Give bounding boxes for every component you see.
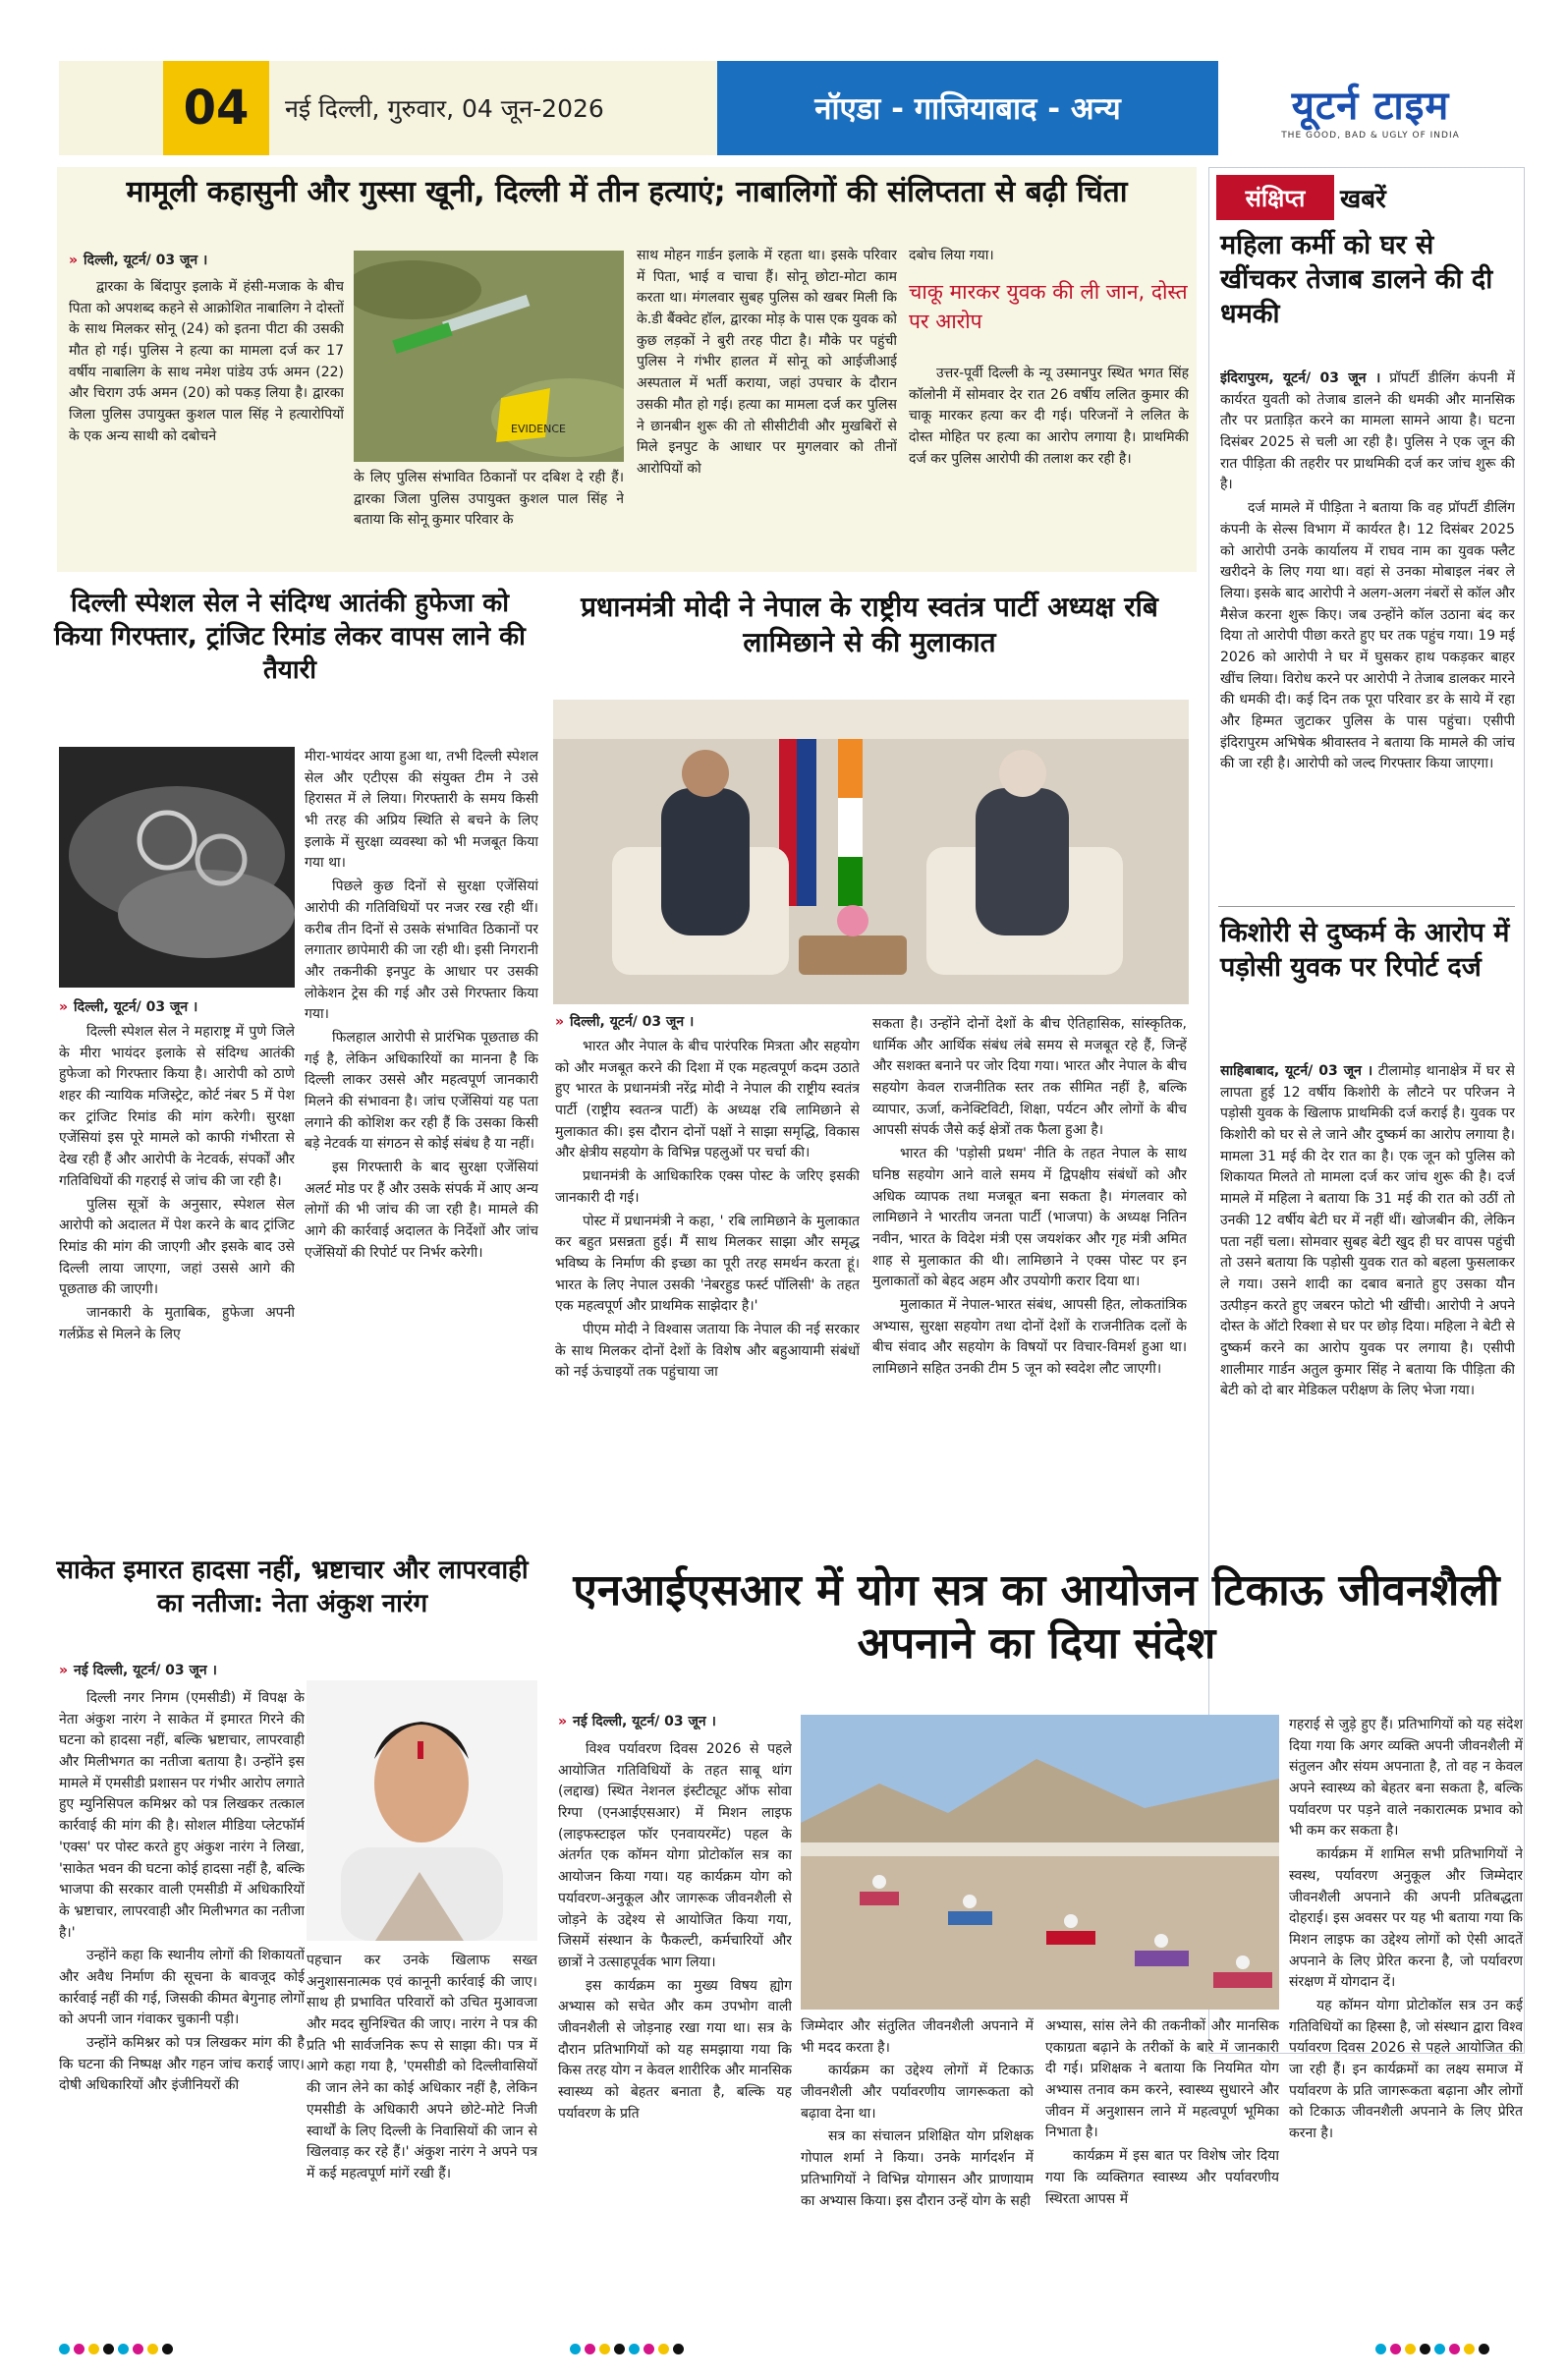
registration-dot (1449, 2344, 1460, 2354)
registration-dot (1464, 2344, 1475, 2354)
evidence-photo-graphic (354, 251, 624, 462)
sidebar-story1-text: इंदिरापुरम, यूटर्न/ 03 जून । प्रॉपर्टी डीलिंग कंपनी में कार्यरत युवती को तेजाब डालने की धमकी और मानसिक तौर पर प्रताड़ित करने का मामला सामने आया है। घटना दिसंबर 2025 से चली आ रही है। पुलिस ने एक जून की रात पीड़िता की तहरीर पर प्राथमिकी दर्ज कर जांच शुरू की है। दर्ज मामले में पीड़िता ने बताया कि वह प्रॉपर्टी डीलिंग कंपनी के सेल्स विभाग में कार्यरत है। 12 दिसंबर 2025 को आरोपी उनके कार्यालय में राघव नाम का युवक फ्लैट खरीदने के लिए गया था। वहां से उनका मोबाइल नंबर ले लिया। इसके बाद आरोपी ने अलग-अलग नंबरों से कॉल और मैसेज करना शुरू किए। जब उन्होंने कॉल उठाना बंद कर दिया तो आरोपी पीछा करते हुए घर तक पहुंच गया। 19 मई 2026 को आरोपी ने घर में घुसकर हाथ पकड़कर बाहर खींच लिया। विरोध करने पर आरोपी ने तेजाब डालकर मारने की धमकी दी। कई दिन तक पूरा परिवार डर के साये में रहा और हिम्मत जुटाकर पुलिस के पास पहुंचा। एसीपी इंदिरापुरम अभिषेक श्रीवास्तव ने बताया कि मामले की जांच की जा रही है। आरोपी को जल्द गिरफ्तार किया जाएगा। (1220, 370, 1515, 772)
registration-dots-center (570, 2344, 684, 2359)
modi-story-col2: सकता है। उन्होंने दोनों देशों के बीच ऐतिहासिक, सांस्कृतिक, धार्मिक और आर्थिक संबंध लंबे समय से मजबूत रहे हैं, जिन्हें और सशक्त बनाने पर जोर दिया गया। भारत और नेपाल के बीच सहयोग केवल राजनीतिक स्तर तक सीमित नहीं है, बल्कि व्यापार, ऊर्जा, कनेक्टिविटी, शिक्षा, पर्यटन और लोगों के बीच आपसी संपर्क जैसे कई क्षेत्रों तक फैला हुआ है। भारत की 'पड़ोसी प्रथम' नीति के तहत नेपाल के साथ घनिष्ठ सहयोग आने वाले समय में द्विपक्षीय संबंधों को और अधिक व्यापक तथा मजबूत बना सकता है। मंगलवार को लामिछाने ने भारतीय जनता पार्टी (भाजपा) के अध्यक्ष नितिन नवीन, भारत के विदेश मंत्री एस जयशंकर और गृह मंत्री अमित शाह से मुलाकात की थी। लामिछाने ने एक्स पोस्ट पर इन मुलाकातों को बेहद अहम और उपयोगी करार दिया था। मुलाकात में नेपाल-भारत संबंध, आपसी हित, लोकतांत्रिक अभ्यास, सुरक्षा सहयोग तथा दोनों देशों के राजनीतिक दलों के बीच संवाद और सहयोग के विषयों पर विचार-विमर्श हुआ था। लामिछाने सहित उनकी टीम 5 जून को स्वदेश लौट जाएगी। (872, 1016, 1187, 1377)
top-story-col1: द्वारका के बिंदापुर इलाके में हंसी-मजाक के बीच पिता को अपशब्द कहने से आक्रोशित नाबालिग ने दोस्तों के साथ मिलकर सोनू (24) को इतना पीटा की उसकी मौत हो गई। पुलिस ने हत्या का मामला दर्ज कर 17 वर्षीय नाबालिग के साथ नमेश पांडेय उर्फ अमन (22) और चिराग उर्फ अमन (20) को पकड़ लिया है। द्वारका जिला पुलिस उपायुक्त कुशल पाल सिंह ने हत्यारोपियों के एक अन्य साथी को दबोचने (69, 279, 344, 444)
terror-story-col1: दिल्ली स्पेशल सेल ने महाराष्ट्र में पुणे जिले के मीरा भायंदर इलाके से संदिग्ध आतंकी हुफेजा को गिरफ्तार किया है। आरोपी को ठाणे शहर की न्यायिक मजिस्ट्रेट, कोर्ट नंबर 5 में पेश कर ट्रांजिट रिमांड की मांग करेगी। सुरक्षा एजेंसियां इस पूरे मामले को काफी गंभीरता से देख रही हैं और आरोपी के नेटवर्क, संपर्कों और गतिविधियों की गहराई से जांच की जा रही है। पुलिस सूत्रों के अनुसार, स्पेशल सेल आरोपी को अदालत में पेश करने के बाद ट्रांजिट रिमांड की मांग की जाएगी और इसके बाद उसे दिल्ली लाया जाएगा, जहां उससे आगे की पूछताछ की जाएगी। जानकारी के मुताबिक, हुफेजा अपनी गर्लफ्रेंड से मिलने के लिए (59, 1024, 295, 1342)
portrait-graphic (307, 1680, 537, 1941)
yoga-story-col4: गहराई से जुड़े हुए हैं। प्रतिभागियों को यह संदेश दिया गया कि अगर व्यक्ति अपनी जीवनशैली में संतुलन और संयम अपनाता है, तो वह न केवल अपने स्वास्थ्य को बेहतर बना सकता है, बल्कि पर्यावरण पर पड़ने वाले नकारात्मक प्रभाव को भी कम कर सकता है। कार्यक्रम में शामिल सभी प्रतिभागियों ने स्वस्थ, पर्यावरण अनुकूल और जिम्मेदार जीवनशैली अपनाने की अपनी प्रतिबद्धता दोहराई। इस अवसर पर यह भी बताया गया कि मिशन लाइफ का उद्देश्य लोगों को ऐसी आदतें अपनाने के लिए प्रेरित करना है, जो पर्यावरण संरक्षण में योगदान दें। यह कॉमन योगा प्रोटोकॉल सत्र उन कई गतिविधियों का हिस्सा है, जो संस्थान द्वारा विश्व पर्यावरण दिवस 2026 से पहले आयोजित की जा रही हैं। इन कार्यक्रमों का लक्ष्य समाज में पर्यावरण के प्रति जागरूकता बढ़ाना और लोगों को टिकाऊ जीवनशैली अपनाने के लिए प्रेरित करना है। (1289, 1717, 1523, 2142)
registration-dot (118, 2344, 129, 2354)
yoga-session-photo (801, 1715, 1279, 2010)
top-story-headline: मामूली कहासुनी और गुस्सा खूनी, दिल्ली में तीन हत्याएं; नाबालिगों की संलिप्तता से बढ़ी चिंता (126, 175, 1128, 209)
modi-meeting-graphic (553, 700, 1189, 1004)
yoga-story-col1: विश्व पर्यावरण दिवस 2026 से पहले आयोजित गतिविधियों के तहत साबू थांग (लद्दाख) स्थित नेशनल इंस्टीट्यूट ऑफ सोवा रिग्पा (एनआईएसआर) में मिशन लाइफ (लाइफस्टाइल फॉर एनवायरमेंट) पहल के अंतर्गत एक कॉमन योगा प्रोटोकॉल सत्र का आयोजन किया गया। यह कार्यक्रम योग को पर्यावरण-अनुकूल और जागरूक जीवनशैली से जोड़ने के उद्देश्य से आयोजित किया गया, जिसमें संस्थान के फैकल्टी, कर्मचारियों और छात्रों ने उत्साहपूर्वक भाग लिया। इस कार्यक्रम का मुख्य विषय ह्योग अभ्यास को सचेत और कम उपभोग वाली जीवनशैली से जोड़नाह रखा गया था। सत्र के दौरान प्रतिभागियों को यह समझाया गया कि किस तरह योग न केवल शारीरिक और मानसिक स्वास्थ्य को बेहतर बनाता है, बल्कि यह पर्यावरण के प्रति (558, 1741, 792, 2122)
yoga-session-graphic (801, 1715, 1279, 2010)
modi-meeting-photo (553, 700, 1189, 1004)
brief-tag: संक्षिप्त (1216, 175, 1334, 220)
saket-story-headline: साकेत इमारत हादसा नहीं, भ्रष्टाचार और लापरवाही का नतीजा: नेता अंकुश नारंग (56, 1556, 529, 1618)
registration-dot (1375, 2344, 1386, 2354)
svg-text:EVIDENCE: EVIDENCE (511, 423, 566, 435)
registration-dot (599, 2344, 610, 2354)
page-number: 04 (163, 61, 269, 155)
top-story-col2: के लिए पुलिस संभावित ठिकानों पर दबिश दे रही हैं। द्वारका जिला पुलिस उपायुक्त कुशल पाल सिंह ने बताया कि सोनू कुमार परिवार के (354, 470, 624, 529)
registration-dots-right (1375, 2344, 1489, 2359)
top-story-col4: उत्तर-पूर्वी दिल्ली के न्यू उस्मानपुर स्थित भगत सिंह कॉलोनी में सोमवार देर रात 26 वर्षीय ललित कुमार की चाकू मारकर हत्या कर दी गई। परिजनों ने ललित के दोस्त मोहित पर हत्या का आरोप लगाया है। प्राथमिकी दर्ज कर पुलिस आरोपी की तलाश कर रही है। (909, 366, 1189, 467)
issue-dateline: नई दिल्ली, गुरुवार, 04 जून-2026 (285, 94, 604, 123)
registration-dots-left (59, 2344, 173, 2359)
section-title: नॉएडा - गाजियाबाद - अन्य (717, 61, 1218, 155)
sidebar-story2-dateline: साहिबाबाद, यूटर्न/ 03 जून । (1220, 1063, 1373, 1079)
modi-story-dateline: » दिल्ली, यूटर्न/ 03 जून । (555, 1014, 695, 1030)
registration-dot (644, 2344, 654, 2354)
registration-dot (570, 2344, 581, 2354)
knife-subheadline: चाकू मारकर युवक की ली जान, दोस्त पर आरोप (909, 280, 1188, 334)
registration-dot (658, 2344, 669, 2354)
registration-dot (88, 2344, 99, 2354)
registration-dot (74, 2344, 84, 2354)
terror-story-headline: दिल्ली स्पेशल सेल ने संदिग्ध आतंकी हुफेजा को किया गिरफ्तार, ट्रांजिट रिमांड लेकर वापस लाने की तैयारी (54, 589, 526, 685)
top-story-dateline: » दिल्ली, यूटर्न/ 03 जून । (69, 253, 208, 268)
registration-dot (629, 2344, 640, 2354)
evidence-photo (354, 251, 624, 462)
registration-dot (1405, 2344, 1416, 2354)
sidebar-story1-headline: महिला कर्मी को घर से खींचकर तेजाब डालने की दी धमकी (1220, 230, 1493, 330)
terror-story-col2: मीरा-भायंदर आया हुआ था, तभी दिल्ली स्पेशल सेल और एटीएस की संयुक्त टीम ने उसे हिरासत में ले लिया। गिरफ्तारी के समय किसी भी तरह की अप्रिय स्थिति से बचने के लिए इलाके में सुरक्षा व्यवस्था को भी मजबूत किया गया था। पिछले कुछ दिनों से सुरक्षा एजेंसियां आरोपी की गतिविधियों पर नजर रख रही थीं। करीब तीन दिनों से उसके संभावित ठिकानों पर लगातार छापेमारी की जा रही थी। इसी निगरानी और तकनीकी इनपुट के आधार पर उसकी लोकेशन ट्रेस की गई और उसे गिरफ्तार किया गया। फिलहाल आरोपी से प्रारंभिक पूछताछ की गई है, लेकिन अधिकारियों का मानना है कि दिल्ली लाकर उससे और महत्वपूर्ण जानकारी मिलने की संभावना है। जांच एजेंसियां यह पता लगाने की कोशिश कर रही हैं कि उसका किसी बड़े नेटवर्क या संगठन से कोई संबंध है या नहीं। इस गिरफ्तारी के बाद सुरक्षा एजेंसियां अलर्ट मोड पर हैं और उसके संपर्क में आए अन्य लोगों की भी जांच की जा रही है। मामले की आगे की कार्रवाई अदालत के निर्देशों और जांच एजेंसियों की रिपोर्ट पर निर्भर करेगी। (305, 749, 538, 1261)
registration-dot (1479, 2344, 1489, 2354)
registration-dot (59, 2344, 70, 2354)
saket-story-col2: पहचान कर उनके खिलाफ सख्त अनुशासनात्मक एवं कानूनी कार्रवाई की जाए। साथ ही प्रभावित परिवारों को उचित मुआवजा और मदद सुनिश्चित की जाए। नारंग ने पत्र की प्रति भी सार्वजनिक रूप से साझा की। पत्र में आगे कहा गया है, 'एमसीडी को दिल्लीवासियों की जान लेने का कोई अधिकार नहीं है, लेकिन एमसीडी के अधिकारी अपने छोटे-मोटे निजी स्वार्थों के लिए दिल्ली के निवासियों की जान से खिलवाड़ कर रहे हैं।' अंकुश नारंग ने अपने पत्र में कई महत्वपूर्ण मांगें रखी हैं। (307, 1953, 537, 2182)
news-tag: खबरें (1340, 185, 1386, 214)
masthead-title: यूटर्न टाइम (1291, 83, 1450, 129)
terror-story-dateline: » दिल्ली, यूटर्न/ 03 जून । (59, 999, 198, 1015)
registration-dot (133, 2344, 143, 2354)
sidebar-story2-headline: किशोरी से दुष्कर्म के आरोप में पड़ोसी युवक पर रिपोर्ट दर्ज (1220, 918, 1510, 984)
handcuffs-photo (59, 747, 295, 988)
registration-dot (1390, 2344, 1401, 2354)
registration-dot (1434, 2344, 1445, 2354)
registration-dot (585, 2344, 595, 2354)
ankush-narang-photo (307, 1680, 537, 1941)
registration-dot (1420, 2344, 1430, 2354)
masthead-logo (1223, 61, 1518, 155)
saket-story-dateline: » नई दिल्ली, यूटर्न/ 03 जून । (59, 1663, 217, 1678)
yoga-story-dateline: » नई दिल्ली, यूटर्न/ 03 जून । (558, 1714, 716, 1729)
masthead-tagline: THE GOOD, BAD & UGLY OF INDIA (1281, 130, 1460, 141)
modi-story-col1: भारत और नेपाल के बीच पारंपरिक मित्रता और सहयोग को और मजबूत करने की दिशा में एक महत्वपूर्ण कदम उठाते हुए भारत के प्रधानमंत्री नरेंद्र मोदी ने नेपाल की राष्ट्रीय स्वतंत्र पार्टी (राष्ट्रीय स्वतन्त्र पार्टी) के अध्यक्ष रबि लामिछाने से मुलाकात की। इस दौरान दोनों पक्षों ने साझा समृद्धि, विकास और क्षेत्रीय सहयोग के विभिन्न पहलुओं पर चर्चा की। प्रधानमंत्री के आधिकारिक एक्स पोस्ट के जरिए इसकी जानकारी दी गई। पोस्ट में प्रधानमंत्री ने कहा, ' रबि लामिछाने के मुलाकात कर बहुत प्रसन्नता हुई। मैं साथ मिलकर साझा और समृद्ध भविष्य के निर्माण की इच्छा का पूरी तरह समर्थन करता हूं। भारत के लिए नेपाल उसकी 'नेबरहुड फर्स्ट पॉलिसी' के तहत एक महत्वपूर्ण और प्राथमिक साझेदार है।' पीएम मोदी ने विश्वास जताया कि नेपाल की नई सरकार के साथ मिलकर दोनों देशों के विशेष और बहुआयामी संबंधों को नई ऊंचाइयों तक पहुंचाया जा (555, 1039, 860, 1381)
sidebar-divider (1218, 906, 1515, 907)
top-story-col3: साथ मोहन गार्डन इलाके में रहता था। इसके परिवार में पिता, भाई व चाचा हैं। सोनू छोटा-मोटा काम करता था। मंगलवार सुबह पुलिस को खबर मिली कि के.डी बैंक्वेट हॉल, द्वारका मोड़ के पास एक युवक को कुछ लड़कों ने बुरी तरह पीटा है। मौके पर पहुंची पुलिस ने गंभीर हालत में सोनू को आईजीआई अस्पताल में भर्ती कराया, जहां उपचार के दौरान उसकी मौत हो गई। हत्या का मामला दर्ज कर पुलिस ने छानबीन शुरू की तो सीसीटीवी और मुखबिरों से मिले इनपुट के आधार पर मुगलवार को तीनों आरोपियों को (637, 248, 897, 477)
yoga-story-col3: अभ्यास, सांस लेने की तकनीकों और मानसिक एकाग्रता बढ़ाने के तरीकों के बारे में जानकारी दी गई। प्रशिक्षक ने बताया कि नियमित योग अभ्यास तनाव कम करने, स्वास्थ्य सुधारने और जीवन में अनुशासन लाने में महत्वपूर्ण भूमिका निभाता है। कार्यक्रम में इस बात पर विशेष जोर दिया गया कि व्यक्तिगत स्वास्थ्य और पर्यावरणीय स्थिरता आपस में (1045, 2018, 1279, 2207)
yoga-story-headline: एनआईएसआर में योग सत्र का आयोजन टिकाऊ जीवनशैली अपनाने का दिया संदेश (573, 1565, 1500, 1669)
registration-dot (614, 2344, 625, 2354)
registration-dot (162, 2344, 173, 2354)
saket-story-col1: दिल्ली नगर निगम (एमसीडी) में विपक्ष के नेता अंकुश नारंग ने साकेत में इमारत गिरने की घटना को हादसा नहीं, बल्कि भ्रष्टाचार, लापरवाही और मिलीभगत का नतीजा बताया है। उन्होंने इस मामले में एमसीडी प्रशासन पर गंभीर आरोप लगाते हुए म्युनिसिपल कमिश्नर को पत्र लिखकर तत्काल कार्रवाई की मांग की है। सोशल मीडिया प्लेटफॉर्म 'एक्स' पर पोस्ट करते हुए अंकुश नारंग ने लिखा, 'साकेत भवन की घटना कोई हादसा नहीं है, बल्कि भाजपा की सरकार वाली एमसीडी में अधिकारियों के भ्रष्टाचार, लापरवाही और मिलीभगत का नतीजा है।' उन्होंने कहा कि स्थानीय लोगों की शिकायतों और अवैध निर्माण की सूचना के बावजूद कोई कार्रवाई नहीं की गई, जिसकी कीमत बेगुनाह लोगों को अपनी जान गंवाकर चुकानी पड़ी। उन्होंने कमिश्नर को पत्र लिखकर मांग की है कि घटना की निष्पक्ष और गहन जांच कराई जाए। दोषी अधिकारियों और इंजीनियरों की (59, 1690, 305, 2094)
yoga-story-col2: जिम्मेदार और संतुलित जीवनशैली अपनाने में भी मदद करता है। कार्यक्रम का उद्देश्य लोगों में टिकाऊ जीवनशैली और पर्यावरणीय जागरूकता को बढ़ावा देना था। सत्र का संचालन प्रशिक्षित योग प्रशिक्षक गोपाल शर्मा ने किया। उनके मार्गदर्शन में प्रतिभागियों ने विभिन्न योगासन और प्राणायाम का अभ्यास किया। इस दौरान उन्हें योग के सही (801, 2018, 1034, 2209)
handcuffs-graphic (59, 747, 295, 988)
registration-dot (673, 2344, 684, 2354)
registration-dot (147, 2344, 158, 2354)
sidebar-story1-dateline: इंदिरापुरम, यूटर्न/ 03 जून । (1220, 370, 1381, 386)
sidebar-story2-text: साहिबाबाद, यूटर्न/ 03 जून । टीलामोड़ थानाक्षेत्र में घर से लापता हुई 12 वर्षीय किशोरी के लौटने पर परिजन ने पड़ोसी युवक के खिलाफ प्राथमिकी दर्ज कराई है। युवक पर किशोरी को घर से ले जाने और दुष्कर्म का आरोप लगाया है। मामला 31 मई की देर रात का है। एक जून को पुलिस को शिकायत मिलते तो मामला दर्ज कर जांच शुरू की है। दर्ज मामले में महिला ने बताया कि 31 मई की रात को उठीं तो उनकी 12 वर्षीय बेटी घर में नहीं थीं। खोजबीन की, लेकिन पता नहीं चला। सोमवार सुबह बेटी खुद ही घर वापस पहुंची तो उसने बताया कि पड़ोसी युवक रात को बहला फुसलाकर ले गया। उसने शादी का दबाव बनाते हुए उसका यौन उत्पीड़न करते हुए जबरन फोटो भी खींची। आरोपी ने अपने दोस्त के ऑटो रिक्शा से घर पर छोड़ दिया। महिला ने बेटी से दुष्कर्म करने का आरोप युवक पर लगाया है। एसीपी शालीमार गार्डन अतुल कुमार सिंह ने बताया कि पीड़िता की बेटी को दो बार मेडिकल परीक्षण के लिए भेजा गया। (1220, 1063, 1515, 1399)
top-story-col4-top: दबोच लिया गया। (909, 248, 994, 263)
modi-story-headline: प्रधानमंत्री मोदी ने नेपाल के राष्ट्रीय स्वतंत्र पार्टी अध्यक्ष रबि लामिछाने से की मुलाकात (581, 591, 1158, 659)
registration-dot (103, 2344, 114, 2354)
